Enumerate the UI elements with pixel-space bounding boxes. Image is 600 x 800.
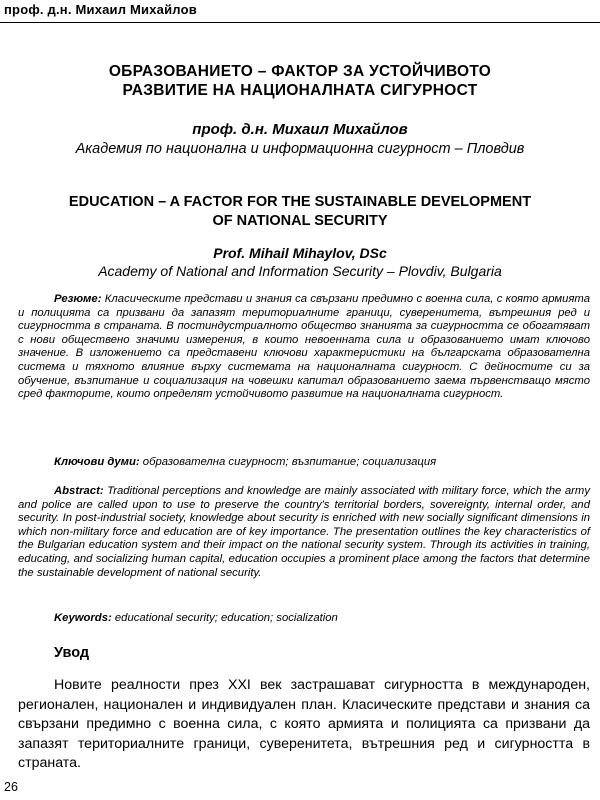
- keywords-english-text: educational security; education; socialization: [111, 612, 338, 624]
- abstract-bulgarian-label: Резюме:: [54, 293, 102, 305]
- affiliation-bulgarian: Академия по национална и информационна сигурност – Пловдив: [75, 141, 525, 157]
- affiliation-english: Academy of National and Information Security – Plovdiv, Bulgaria: [98, 263, 502, 279]
- keywords-bulgarian-label: Ключови думи:: [54, 456, 140, 468]
- abstract-bulgarian: [18, 293, 590, 402]
- abstract-english-label: Abstract:: [54, 485, 104, 497]
- abstract-english-text: Traditional perceptions and knowledge are mainly associated with military force, which the army and police are called upon to use to preserve the country's territorial borders, sovereignty, internal order, and security. In post-industrial society, knowledge about security is enriched with new socially significant dimensions in which non-military force and education are of key importance. The presentation outlines the key characteristics of the Bulgarian education system and their impact on the national security system. Through its activities in training, educating, and socializing human capital, education occupies a prominent place among the factors that determine the sustainable development of national security.: [18, 485, 590, 579]
- author-bulgarian: проф. д.н. Михаил Михайлов: [192, 121, 408, 138]
- body-paragraph: Новите реалности през XXI век застрашават сигурността в международен, регионален, национален и индивидуален план. Класическите представи и знания са свързани предимно с военна сила, с която армията и полицията са призвани да запазят териториалните граници, суверенитета, вътрешния ред и сигурността в страната.: [18, 677, 590, 772]
- keywords-bulgarian-text: образователна сигурност; възпитание; социализация: [139, 456, 437, 468]
- keywords-english: [54, 611, 594, 625]
- title-bulgarian-line-1: ОБРАЗОВАНИЕТО – ФАКТОР ЗА УСТОЙЧИВОТО: [108, 63, 492, 80]
- title-bulgarian-line-2: РАЗВИТИЕ НА НАЦИОНАЛНАТА СИГУРНОСТ: [122, 82, 478, 99]
- title-english-line-1: EDUCATION – A FACTOR FOR THE SUSTAINABLE DEVELOPMENT: [68, 194, 532, 210]
- running-header-text: проф. д.н. Михаил Михайлов: [4, 2, 197, 17]
- running-header: [0, 0, 600, 23]
- abstract-english: [18, 485, 590, 580]
- title-english-line-2: OF NATIONAL SECURITY: [212, 213, 388, 229]
- author-english: Prof. Mihail Mihaylov, DSc: [213, 245, 387, 261]
- title-bulgarian: [0, 62, 600, 100]
- title-english: [0, 193, 600, 231]
- abstract-bulgarian-text: Класическите представи и знания са свързани предимно с военна сила, с която армията и полицията са призвани да запазят териториалните граници, суверенитета, вътрешния ред и сигурността в страната. В постиндустриалното общество знанията за сигурността се обогатяват с нови обществено значими измерения, в които невоенната сила и образованието имат ключово значение. В изложението са представени ключови характеристики на българската образователна система и тяхното влияние върху системата на националната сигурност. С дейностите си за обучение, възпитание и социализация на човешки капитал образованието заема първенстващо място сред факторите, които определят устойчивото развитие на националната сигурност.: [18, 293, 590, 401]
- keywords-english-label: Keywords:: [54, 612, 112, 624]
- keywords-bulgarian: [54, 455, 594, 469]
- section-heading-introduction: Увод: [54, 645, 90, 661]
- page-number: 26: [4, 780, 18, 794]
